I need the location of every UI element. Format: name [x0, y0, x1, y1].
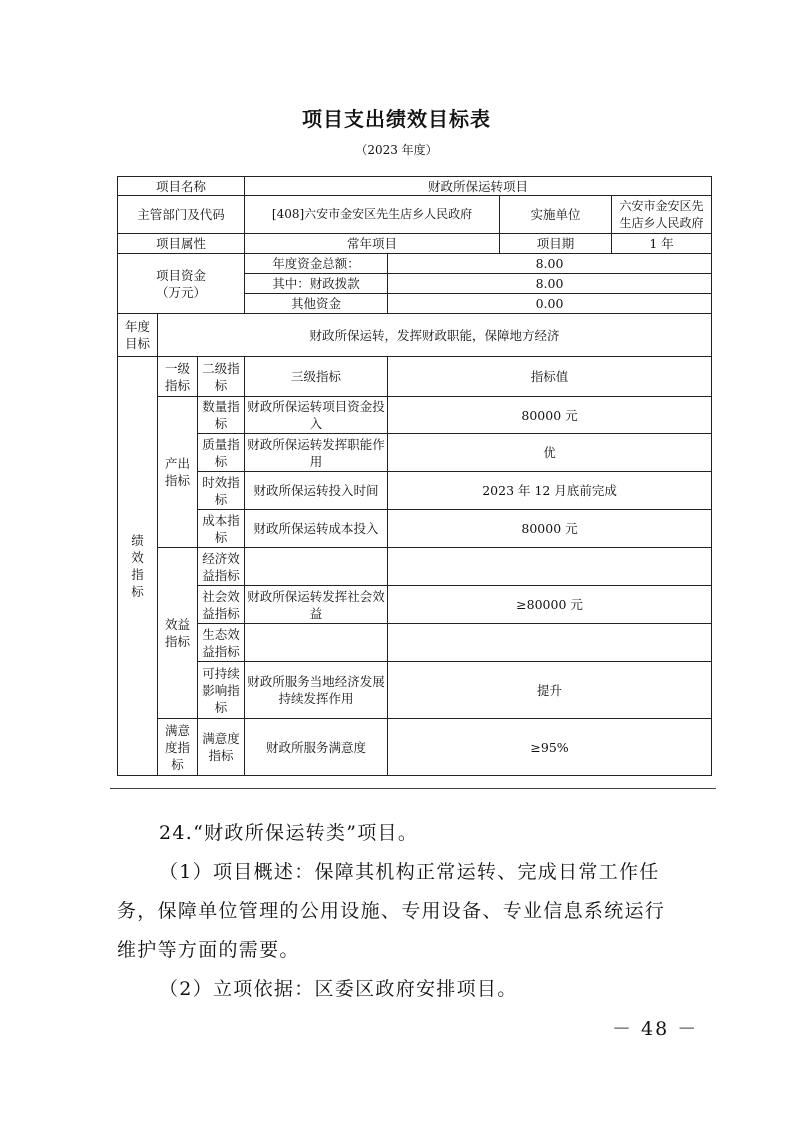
social-l3: 财政所保运转发挥社会效益 — [245, 586, 388, 624]
perf-indicator-label — [118, 357, 158, 776]
ecological-l3 — [245, 624, 388, 662]
satisfaction-value: ≥95% — [388, 719, 712, 776]
performance-target-table — [117, 176, 712, 776]
cost-l3: 财政所保运转成本投入 — [245, 510, 388, 548]
sustainable-l3: 财政所服务当地经济发展持续发挥作用 — [245, 662, 388, 719]
timeliness-l2: 时效指标 — [198, 472, 245, 510]
period-value: 1 年 — [612, 234, 712, 254]
cost-l2: 成本指标 — [198, 510, 245, 548]
funds-other-label: 其他资金 — [245, 294, 388, 314]
attr-value: 常年项目 — [245, 234, 500, 254]
economic-l2: 经济效益指标 — [198, 548, 245, 586]
perf-label-char: 效 — [131, 550, 144, 565]
perf-label-char: 绩 — [131, 533, 144, 548]
impl-unit-value: 六安市金安区先生店乡人民政府 — [612, 196, 712, 234]
quality-l2: 质量指标 — [198, 434, 245, 472]
impl-unit-label: 实施单位 — [500, 196, 612, 234]
dept-value: [408]六安市金安区先生店乡人民政府 — [245, 196, 500, 234]
funds-other-value: 0.00 — [388, 294, 712, 314]
table-bottom-rule — [110, 788, 716, 789]
perf-label-char: 标 — [131, 584, 144, 599]
level3-header: 三级指标 — [245, 357, 388, 397]
timeliness-value: 2023 年 12 月底前完成 — [388, 472, 712, 510]
level2-header: 二级指标 — [198, 357, 245, 397]
level1-header: 一级指标 — [158, 357, 198, 397]
project-overview-paragraph: （1）项目概述：保障其机构正常运转、完成日常工作任务，保障单位管理的公用设施、专用设备、专业信息系统运行维护等方面的需要。 — [117, 861, 666, 961]
satisfaction-l2: 满意度指标 — [198, 719, 245, 776]
funds-total-label: 年度资金总额： — [245, 254, 388, 274]
quantity-l3: 财政所保运转项目资金投入 — [245, 397, 388, 434]
annual-goal-label-line1: 年度 — [124, 319, 150, 334]
economic-l3 — [245, 548, 388, 586]
value-header: 指标值 — [388, 357, 712, 397]
section-heading: 24.“财政所保运转类”项目。 — [159, 822, 419, 844]
ecological-l2: 生态效益指标 — [198, 624, 245, 662]
funds-label — [118, 254, 245, 314]
timeliness-l3: 财政所保运转投入时间 — [245, 472, 388, 510]
project-name-label: 项目名称 — [118, 177, 245, 196]
cost-value: 80000 元 — [388, 510, 712, 548]
funds-label-line1: 项目资金 — [156, 267, 207, 283]
funds-fiscal-value: 8.00 — [388, 274, 712, 294]
economic-value — [388, 548, 712, 586]
annual-goal-value: 财政所保运转，发挥财政职能，保障地方经济 — [158, 314, 712, 357]
sustainable-value: 提升 — [388, 662, 712, 719]
attr-label: 项目属性 — [118, 234, 245, 254]
satisfaction-indicator-label: 满意度指标 — [158, 719, 198, 776]
funds-total-value: 8.00 — [388, 254, 712, 274]
dept-label: 主管部门及代码 — [118, 196, 245, 234]
funds-label-line2: （万元） — [156, 284, 207, 300]
annual-goal-label-line2: 目标 — [124, 336, 150, 351]
annual-goal-label — [118, 314, 158, 357]
output-indicator-label: 产出指标 — [158, 397, 198, 548]
sustainable-l2: 可持续影响指标 — [198, 662, 245, 719]
document-subtitle: （2023 年度） — [355, 143, 438, 157]
quantity-l2: 数量指标 — [198, 397, 245, 434]
satisfaction-l3: 财政所服务满意度 — [245, 719, 388, 776]
funds-fiscal-label: 其中：财政拨款 — [245, 274, 388, 294]
period-label: 项目期 — [500, 234, 612, 254]
document-title: 项目支出绩效目标表 — [302, 107, 491, 131]
perf-label-char: 指 — [131, 567, 144, 582]
quality-value: 优 — [388, 434, 712, 472]
ecological-value — [388, 624, 712, 662]
project-basis-paragraph: （2）立项依据：区委区政府安排项目。 — [159, 978, 518, 1000]
benefit-indicator-label: 效益指标 — [158, 548, 198, 719]
project-name-value: 财政所保运转项目 — [245, 177, 712, 196]
social-l2: 社会效益指标 — [198, 586, 245, 624]
quality-l3: 财政所保运转发挥职能作用 — [245, 434, 388, 472]
page-number: － 48 － — [612, 1018, 699, 1040]
quantity-value: 80000 元 — [388, 397, 712, 434]
social-value: ≥80000 元 — [388, 586, 712, 624]
